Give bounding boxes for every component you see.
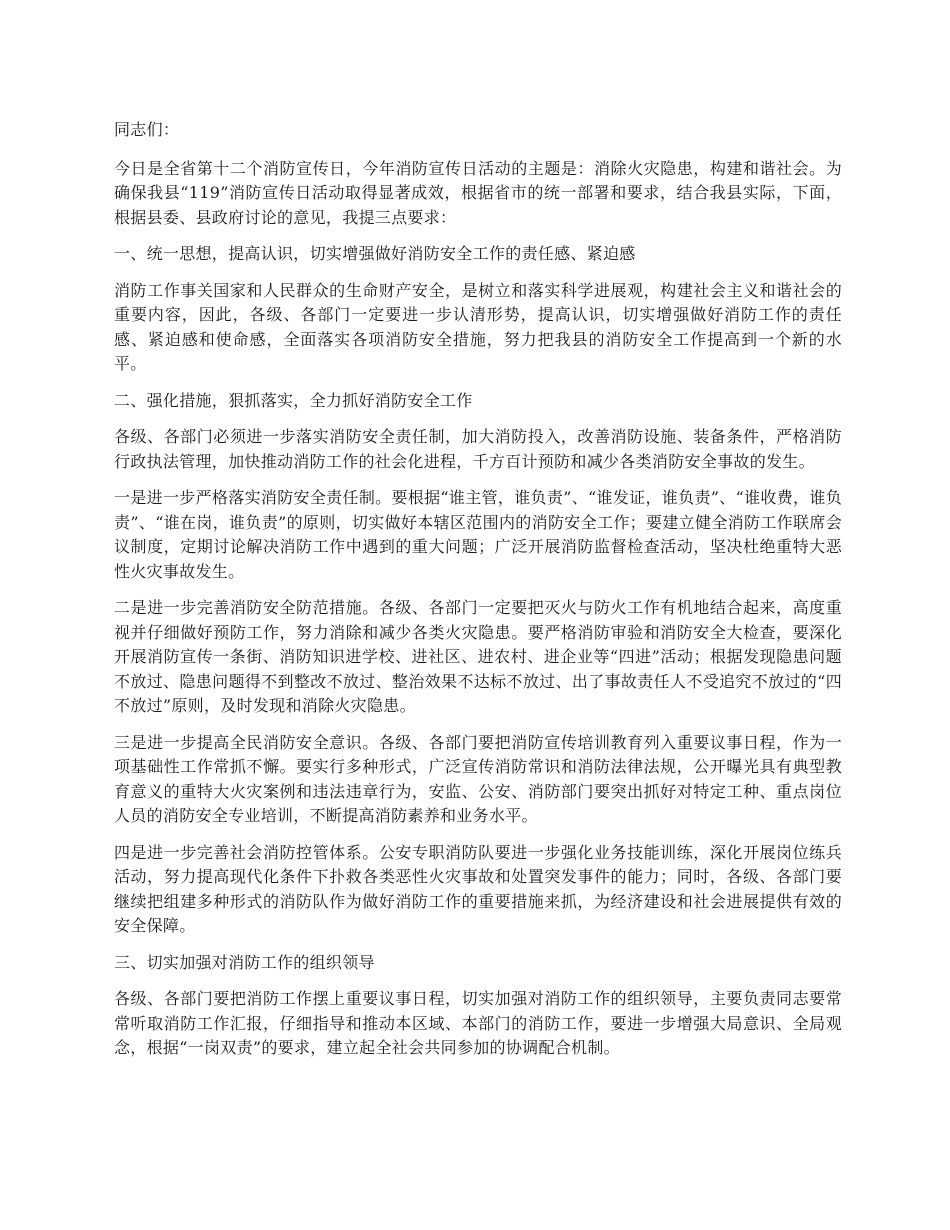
- paragraph-section-2: 各级、各部门必须进一步落实消防安全责任制，加大消防投入，改善消防设施、装备条件，严格消防行政执法管理，加快推动消防工作的社会化进程，千方百计预防和减少各类消防安全事故的发生。: [114, 427, 842, 471]
- paragraph-item-2: 二是进一步完善消防安全防范措施。各级、各部门一定要把灭火与防火工作有机地结合起来，高度重视并仔细做好预防工作，努力消除和减少各类火灾隐患。要严格消防审验和消防安全大检查，要深化开展消防宣传一条街、消防知识进学校、进社区、进农村、进企业等“四进”活动；根据发现隐患问题不放过、隐患问题得不到整改不放过、整治效果不达标不放过、出了事故责任人不受追究不放过的“四不放过”原则，及时发现和消除火灾隐患。: [114, 598, 842, 715]
- section-heading-3: 三、切实加强对消防工作的组织领导: [114, 952, 375, 972]
- paragraph-item-1: 一是进一步严格落实消防安全责任制。要根据“谁主管，谁负责”、“谁发证，谁负责”、“谁收费，谁负责”、“谁在岗，谁负责”的原则，切实做好本辖区范围内的消防安全工作；要建立健全消防工作联席会议制度，定期讨论解决消防工作中遇到的重大问题；广泛开展消防监督检查活动，坚决杜绝重特大恶性火灾事故发生。: [114, 488, 842, 581]
- paragraph-section-3: 各级、各部门要把消防工作摆上重要议事日程，切实加强对消防工作的组织领导，主要负责同志要常常听取消防工作汇报，仔细指导和推动本区域、本部门的消防工作，要进一步增强大局意识、全局观念，根据“一岗双责”的要求，建立起全社会共同参加的协调配合机制。: [114, 989, 842, 1057]
- section-heading-1: 一、统一思想，提高认识，切实增强做好消防安全工作的责任感、紧迫感: [114, 244, 636, 263]
- greeting: 同志们：: [114, 120, 180, 139]
- paragraph-item-3: 三是进一步提高全民消防安全意识。各级、各部门要把消防宣传培训教育列入重要议事日程，作为一项基础性工作常抓不懈。要实行多种形式，广泛宣传消防常识和消防法律法规，公开曝光具有典型教育意义的重特大火灾案例和违法违章行为，安监、公安、消防部门要突出抓好对特定工种、重点岗位人员的消防安全专业培训，不断提高消防素养和业务水平。: [114, 732, 842, 825]
- paragraph-section-1: 消防工作事关国家和人民群众的生命财产安全，是树立和落实科学进展观，构建社会主义和谐社会的重要内容，因此，各级、各部门一定要进一步认清形势，提高认识，切实增强做好消防工作的责任感、紧迫感和使命感，全面落实各项消防安全措施，努力把我县的消防安全工作提高到一个新的水平。: [114, 280, 842, 373]
- section-heading-2: 二、强化措施，狠抓落实，全力抓好消防安全工作: [114, 390, 473, 410]
- paragraph-intro: 今日是全省第十二个消防宣传日，今年消防宣传日活动的主题是：消除火灾隐患，构建和谐社会。为确保我县“119”消防宣传日活动取得显著成效，根据省市的统一部署和要求，结合我县实际，下面，根据县委、县政府讨论的意见，我提三点要求：: [114, 158, 842, 227]
- paragraph-item-4: 四是进一步完善社会消防控管体系。公安专职消防队要进一步强化业务技能训练，深化开展岗位练兵活动，努力提高现代化条件下扑救各类恶性火灾事故和处置突发事件的能力；同时，各级、各部门要继续把组建多种形式的消防队作为做好消防工作的重要措施来抓，为经济建设和社会进展提供有效的安全保障。: [114, 842, 842, 935]
- document-body: [114, 118, 842, 1073]
